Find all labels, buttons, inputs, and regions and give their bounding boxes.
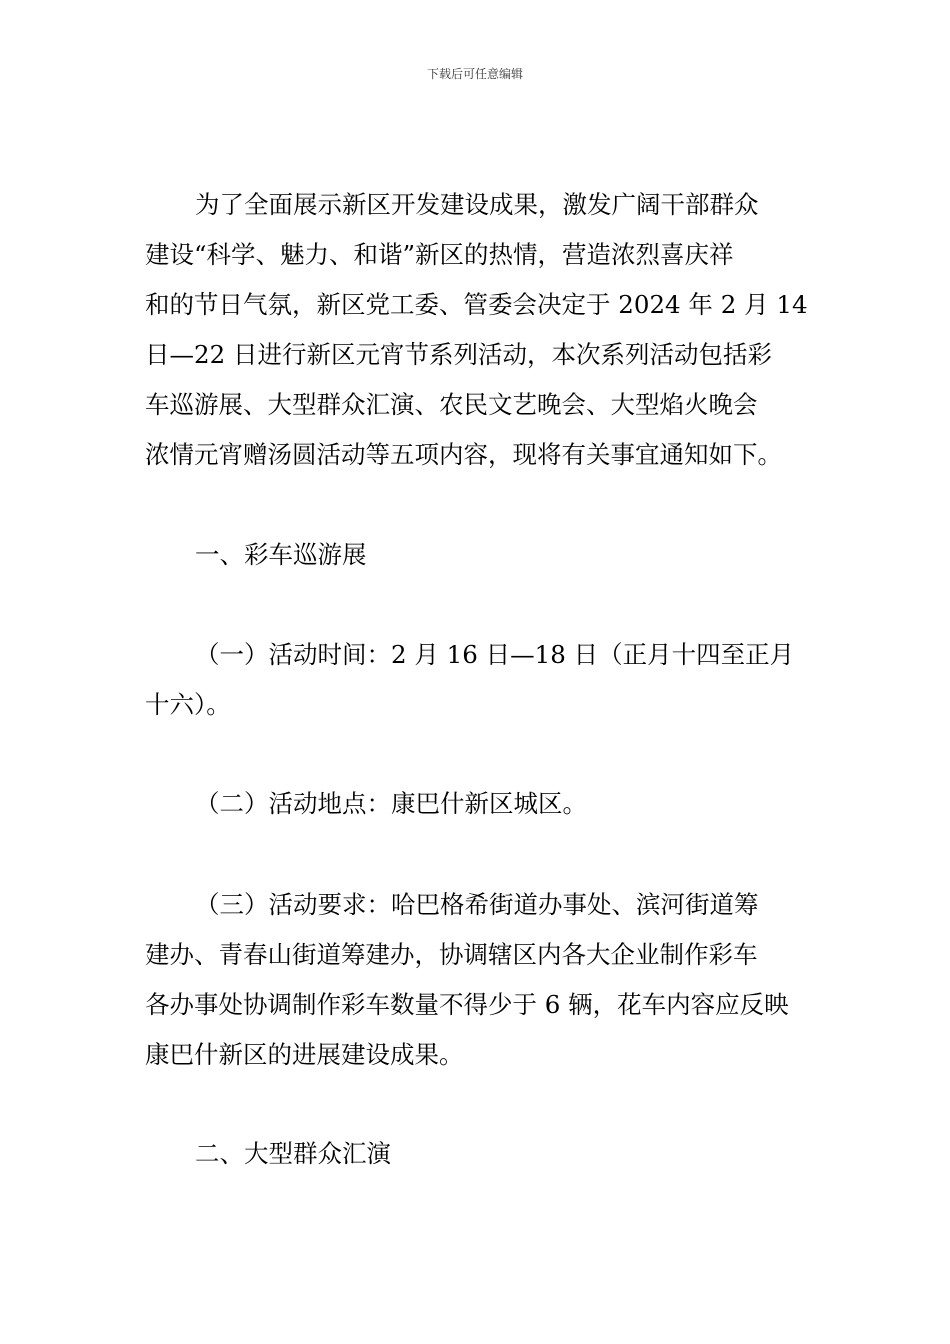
activity-requirements-line: 建办、青春山街道筹建办，协调辖区内各大企业制作彩车 (145, 940, 758, 969)
page-header-note: 下载后可任意编辑 (426, 67, 523, 81)
intro-line: 和的节日气氛，新区党工委、管委会决定于 2024 年 2 月 14 (145, 290, 808, 319)
section-heading: 一、彩车巡游展 (195, 540, 367, 569)
section-heading: 二、大型群众汇演 (195, 1139, 391, 1168)
intro-line: 车巡游展、大型群众汇演、农民文艺晚会、大型焰火晚会 (145, 390, 758, 419)
activity-requirements-line: （三）活动要求：哈巴格希街道办事处、滨河街道筹 (195, 890, 759, 919)
intro-line: 日—22 日进行新区元宵节系列活动，本次系列活动包括彩 (145, 340, 772, 369)
activity-requirements-line: 康巴什新区的进展建设成果。 (145, 1040, 464, 1069)
activity-requirements-line: 各办事处协调制作彩车数量不得少于 6 辆，花车内容应反映 (145, 990, 789, 1019)
intro-line: 为了全面展示新区开发建设成果，激发广阔干部群众 (195, 190, 759, 219)
document-body (145, 180, 807, 1179)
activity-time-paragraph (145, 630, 807, 730)
intro-paragraph (145, 180, 807, 480)
intro-line: 建设“科学、魅力、和谐”新区的热情，营造浓烈喜庆祥 (145, 240, 734, 269)
section-1-heading (145, 530, 807, 580)
activity-time-line: 十六）。 (145, 690, 231, 719)
activity-requirements-paragraph (145, 880, 807, 1080)
activity-place-paragraph (145, 779, 807, 829)
activity-time-line: （一）活动时间：2 月 16 日—18 日（正月十四至正月 (195, 640, 795, 669)
intro-line: 浓情元宵赠汤圆活动等五项内容，现将有关事宜通知如下。 (145, 440, 782, 469)
section-2-heading (145, 1129, 807, 1179)
activity-place-line: （二）活动地点：康巴什新区城区。 (195, 789, 587, 818)
